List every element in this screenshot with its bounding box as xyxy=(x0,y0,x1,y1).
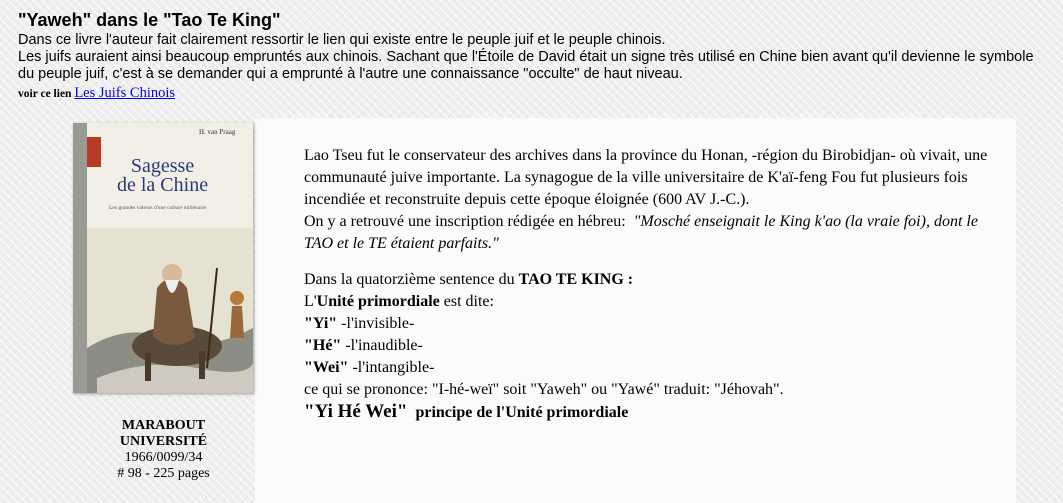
wei-definition: -l'intangible- xyxy=(352,359,435,376)
cover-title-line-2: de la Chine xyxy=(117,174,209,196)
see-link-label: voir ce lien xyxy=(18,88,72,100)
cover-subtitle: Les grandes valeurs d'une culture millénaire xyxy=(109,205,207,211)
juifs-chinois-link[interactable]: Les Juifs Chinois xyxy=(74,85,176,101)
inscription-quote: "Mosché enseignait le King k'ao (la vraie foi), dont le TAO et le TE étaient parfaits." xyxy=(304,213,978,252)
final-line xyxy=(304,401,1004,424)
see-link-line xyxy=(18,84,1048,103)
pronounce-line: ce qui se prononce: "I-hé-weï" soit "Yaweh" ou "Yawé" traduit: "Jéhovah". xyxy=(304,381,784,398)
page-title: "Yaweh" dans le "Tao Te King" xyxy=(18,10,281,30)
cover-illustration xyxy=(87,228,253,393)
unite-suffix: est dite: xyxy=(443,293,494,310)
sentence-intro: Dans la quatorzième sentence du xyxy=(304,271,515,288)
final-term: "Yi Hé Wei" xyxy=(304,401,408,422)
cover-title xyxy=(117,157,208,195)
cover-title-line-1: Sagesse xyxy=(130,155,195,177)
intro-line-1: Dans ce livre l'auteur fait clairement ressortir le lien qui existe entre le peuple juif et le peuple chinois. xyxy=(18,32,666,48)
inscription-intro: On y a retrouvé une inscription rédigée en hébreu: xyxy=(304,213,626,230)
wei-line xyxy=(304,357,1004,379)
yi-line xyxy=(304,313,1004,335)
tao-te-king-label: TAO TE KING : xyxy=(518,271,634,288)
marabout-logo xyxy=(87,137,101,167)
book-reference: 1966/0099/34 xyxy=(124,450,203,465)
book-cover-image xyxy=(73,123,253,393)
wei-term: "Wei" xyxy=(304,359,349,376)
article-content xyxy=(304,145,1004,424)
yi-term: "Yi" xyxy=(304,315,338,332)
publisher-line-2: UNIVERSITÉ xyxy=(119,434,208,449)
cover-author: H. van Praag xyxy=(199,128,236,136)
paragraph-inscription xyxy=(304,211,1004,255)
unite-prefix: L' xyxy=(304,293,317,310)
he-definition: -l'inaudible- xyxy=(345,337,423,354)
header xyxy=(18,8,1048,103)
book-caption xyxy=(80,418,247,482)
unite-term: Unité primordiale xyxy=(316,293,440,310)
book-pages: # 98 - 225 pages xyxy=(117,466,210,481)
unite-line xyxy=(304,291,1004,313)
he-term: "Hé" xyxy=(304,337,342,354)
book-spine xyxy=(73,123,87,393)
he-line xyxy=(304,335,1004,357)
publisher-line-1: MARABOUT xyxy=(121,418,206,433)
yi-definition: -l'invisible- xyxy=(341,315,415,332)
paragraph-lao-tseu: Lao Tseu fut le conservateur des archives dans la province du Honan, -région du Birobidjan- où vivait, une communauté juive importante. La synagogue de la ville universitaire de K'aï-feng Fou fut plusieurs fois incendiée et reconstruite depuis cette époque éloignée (600 AV J.-C.). xyxy=(304,147,988,208)
final-definition: principe de l'Unité primordiale xyxy=(415,404,629,421)
sentence-line xyxy=(304,269,1004,291)
intro-line-2: Les juifs auraient ainsi beaucoup empruntés aux chinois. Sachant que l'Étoile de David était un signe très utilisé en Chine bien avant qu'il devienne le symbole du peuple juif, c'est à se demander qui a emprunté à l'autre une connaissance "occulte" de haut niveau. xyxy=(18,49,1034,82)
